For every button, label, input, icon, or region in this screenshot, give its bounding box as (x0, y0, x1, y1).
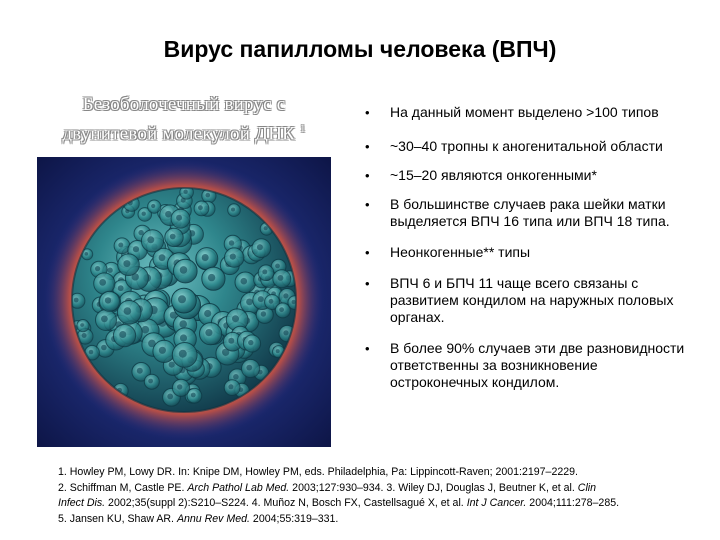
capsomere-pore (269, 299, 274, 304)
bullet-list (362, 104, 692, 391)
bullet-item (362, 340, 692, 391)
capsomere-pore (204, 310, 211, 317)
capsomere-pore (179, 350, 187, 358)
capsomere-pore (275, 264, 280, 269)
capsomere-pore (283, 293, 288, 298)
caption-footnote: 1 (299, 123, 306, 135)
capsomere-pore (264, 226, 268, 230)
caption-line-2-text: двунитевой молекулой ДНК (62, 123, 296, 145)
ref-text: 2004;111:278–285. (526, 497, 620, 509)
ref-text: 2004;55:319–331. (249, 512, 339, 525)
bullet-item (362, 138, 692, 155)
bullet-dot-icon: • (365, 341, 370, 356)
bullet-dot-icon: • (365, 276, 370, 291)
capsomere-pore (283, 330, 288, 335)
bullet-item (362, 104, 692, 121)
capsomere-pore (177, 384, 182, 389)
caption-line-1: Безоболочечный вирус с (82, 94, 286, 115)
capsomere-pore (276, 349, 280, 353)
capsomere-pore (137, 368, 143, 374)
ref-journal: Infect Dis. (58, 497, 106, 509)
capsomere-pore (74, 298, 79, 303)
bullet-dot-icon: • (365, 197, 370, 212)
bullet-item (362, 244, 692, 261)
capsomere-pore (85, 252, 89, 256)
capsomere-pore (230, 254, 236, 260)
capsomere-pore (165, 211, 172, 218)
capsomere-pore (229, 240, 234, 245)
capsomere-pore (262, 269, 267, 274)
reference-line-1: 1. Howley PM, Lowy DR. In: Knipe DM, Howley PM, eds. Philadelphia, Pa: Lippincott-Raven; 2001:2197–2229. (58, 466, 578, 478)
capsomere-pore (123, 260, 130, 267)
capsomere-pore (278, 275, 284, 281)
ref-text: 2002;35(suppl 2):S210–S224. 4. Muñoz N, Bosch FX, Castellsagué X, et al. (105, 497, 467, 509)
capsomere-pore (82, 333, 87, 338)
bullet-text: В более 90% случаев эти две разновидности ответственны за возникновение остроконечных кондилом. (390, 340, 685, 390)
capsomere-pore (202, 254, 209, 261)
bullet-dot-icon: • (365, 245, 370, 260)
capsomere-pore (151, 204, 155, 208)
bullet-item (362, 167, 692, 184)
capsomere-pore (170, 234, 176, 240)
ref-journal: Clin (577, 481, 597, 494)
capsomere-pore (261, 311, 266, 316)
bullet-text: В большинстве случаев рака шейки матки выделяется ВПЧ 16 типа или ВПЧ 18 типа. (390, 196, 670, 229)
capsomere-pore (183, 190, 187, 194)
bullet-item (362, 196, 692, 230)
capsomere-pore (99, 279, 106, 286)
capsomere-pore (133, 246, 139, 252)
capsomere-pore (105, 297, 111, 303)
bullet-dot-icon: • (365, 105, 370, 120)
bullet-text: ~15–20 являются онкогенными* (390, 167, 597, 183)
capsomere-pore (231, 208, 235, 212)
capsomere-pore (241, 278, 248, 285)
capsomere-pore (89, 350, 94, 355)
capsomere-pore (205, 329, 212, 336)
bullet-text: На данный момент выделено >100 типов (390, 104, 659, 120)
capsomere-pore (159, 347, 166, 354)
ref-text: 5. Jansen KU, Shaw AR. (58, 512, 177, 525)
capsomere-pore (258, 296, 264, 302)
capsomere-pore (180, 266, 188, 274)
capsomere-pore (179, 320, 187, 328)
capsomere-pore (95, 266, 100, 271)
capsomere-pore (246, 365, 252, 371)
capsomere-pore (142, 212, 146, 216)
ref-text: 2. Schiffman M, Castle PE. (58, 481, 188, 494)
capsomere-pore (279, 307, 284, 312)
capsomere-pore (206, 193, 211, 198)
capsomere-pore (148, 379, 153, 384)
bullet-text: Неонкогенные** типы (390, 244, 531, 260)
capsomere-pore (228, 338, 234, 344)
capsomere-pore (147, 236, 154, 243)
ref-journal: Int J Cancer. (466, 497, 527, 509)
capsomere-pore (118, 285, 124, 291)
capsomere-pore (159, 254, 166, 261)
reference-line-2 (58, 481, 708, 497)
image-caption (34, 92, 334, 146)
capsomere-pore (101, 345, 107, 351)
capsomere-pore (118, 243, 123, 248)
capsomere-pore (233, 374, 239, 380)
capsomere-pore (119, 331, 126, 338)
virus-image (37, 157, 331, 447)
capsomere-pore (124, 307, 132, 315)
ref-text: 2003;127:930–934. 3. Wiley DJ, Douglas J, Beutner K, et al. (289, 481, 578, 494)
capsomere-pore (167, 394, 173, 400)
capsomere-pore (178, 295, 186, 303)
references (58, 465, 708, 527)
capsomere-pore (180, 334, 187, 341)
capsomere-pore (246, 299, 253, 306)
caption-line-2 (34, 117, 334, 146)
capsomere-pore (228, 384, 233, 389)
slide-title: Вирус папилломы человека (ВПЧ) (163, 36, 557, 62)
capsomere-pore (198, 205, 203, 210)
capsomere-pore (107, 268, 112, 273)
reference-line-4 (58, 512, 708, 528)
reference-line-3 (58, 496, 708, 512)
capsomere-pore (169, 362, 175, 368)
capsomere-pore (176, 215, 182, 221)
capsomere-pore (208, 274, 215, 281)
bullet-dot-icon: • (365, 139, 370, 154)
ref-journal: Arch Pathol Lab Med. (187, 481, 290, 494)
capsomere-pore (248, 340, 253, 345)
capsomere-pore (232, 315, 239, 322)
capsomere-pore (191, 393, 196, 398)
bullet-text: ~30–40 тропны к аногенитальной области (390, 138, 663, 154)
ref-journal: Annu Rev Med. (176, 512, 250, 525)
virus-particle-icon (37, 157, 331, 447)
capsomere-pore (257, 244, 263, 250)
bullet-text: ВПЧ 6 и БПЧ 11 чаще всего связаны с развитием кондилом на наружных половых органах. (390, 275, 674, 325)
capsomere-pore (101, 316, 108, 323)
bullet-item (362, 275, 692, 326)
capsomere-pore (142, 326, 150, 334)
capsomere-pore (80, 323, 84, 327)
bullet-dot-icon: • (365, 168, 370, 183)
